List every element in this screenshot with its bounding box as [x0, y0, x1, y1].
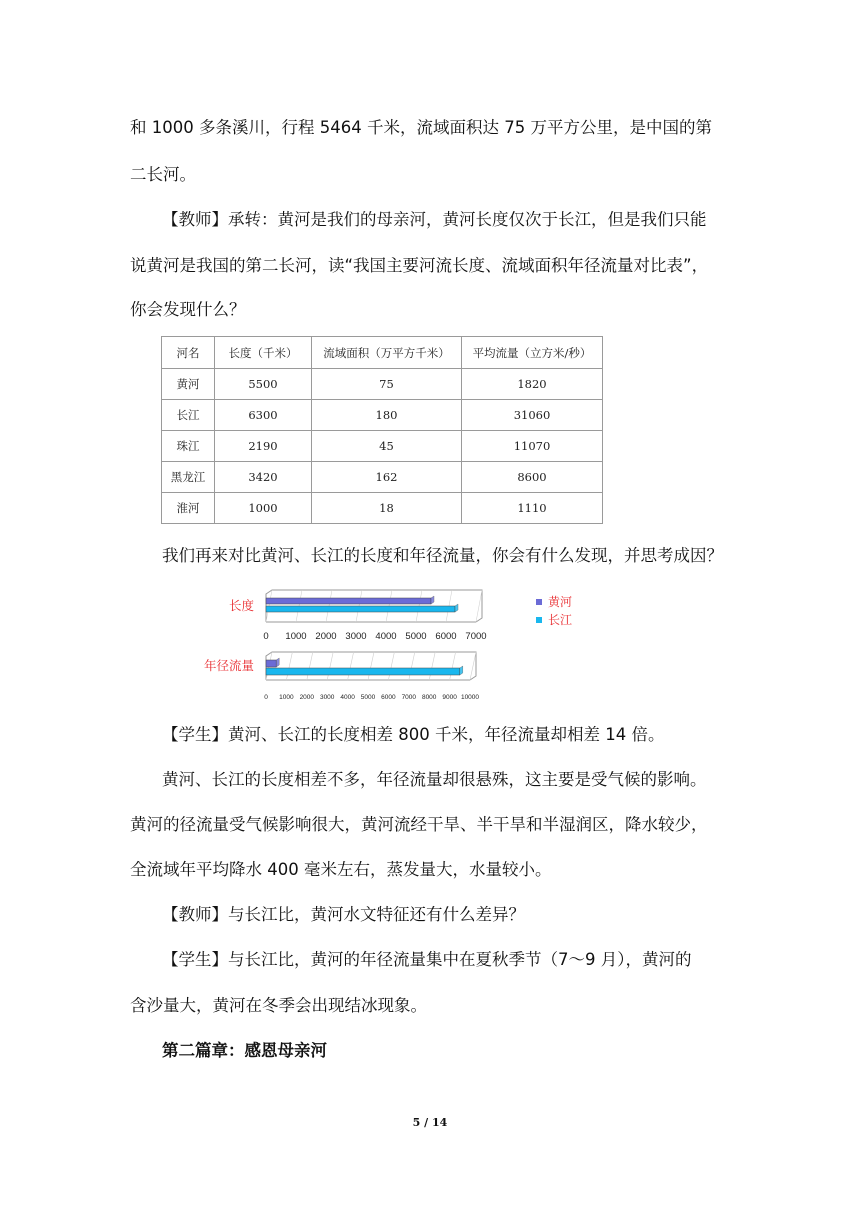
table-cell: 1110 [462, 493, 603, 524]
table-header-row [162, 337, 603, 369]
paragraph-12: 【学生】与长江比，黄河的年径流量集中在夏秋季节（7～9 月），黄河的 [162, 950, 692, 969]
x-tick-label: 5000 [360, 694, 376, 701]
grid-line [286, 652, 292, 680]
length-flow-bar-chart [190, 588, 610, 706]
table-cell: 1000 [215, 493, 312, 524]
bar-end-cap [276, 658, 279, 667]
table-cell: 黄河 [162, 369, 215, 400]
table-row [162, 369, 603, 400]
table-cell: 6300 [215, 400, 312, 431]
grid-line [409, 652, 415, 680]
table-row [162, 493, 603, 524]
table-cell: 31060 [462, 400, 603, 431]
table-row [162, 462, 603, 493]
grid-line [429, 652, 435, 680]
x-tick-label: 4000 [375, 631, 397, 642]
x-tick-label: 3000 [345, 631, 367, 642]
x-tick-label: 0 [264, 694, 268, 701]
page-number: 5 / 14 [412, 1116, 448, 1129]
grid-line [388, 652, 394, 680]
table-header: 平均流量（立方米/秒） [462, 337, 603, 369]
bar-huanghe [266, 660, 276, 667]
x-tick-label: 0 [263, 631, 269, 642]
x-tick-label: 1000 [285, 631, 307, 642]
x-tick-label: 5000 [405, 631, 427, 642]
table-cell: 3420 [215, 462, 312, 493]
grid-line [348, 652, 354, 680]
table-cell: 75 [312, 369, 462, 400]
bar-end-cap [431, 596, 434, 604]
bar-huanghe [266, 598, 431, 604]
grid-line [307, 652, 313, 680]
paragraph-1: 和 1000 多条溪川，行程 5464 千米，流域面积达 75 万平方公里，是中国的第 [130, 118, 712, 137]
legend-swatch [536, 599, 542, 605]
bar-changjiang [266, 668, 460, 675]
table-cell: 5500 [215, 369, 312, 400]
bar-end-cap [455, 604, 458, 612]
table-cell: 45 [312, 431, 462, 462]
table-cell: 18 [312, 493, 462, 524]
x-tick-label: 10000 [460, 694, 480, 701]
paragraph-6: 我们再来对比黄河、长江的长度和年径流量，你会有什么发现，并思考成因？ [162, 546, 723, 565]
legend-swatch [536, 617, 542, 623]
table-row [162, 431, 603, 462]
table-cell: 黑龙江 [162, 462, 215, 493]
x-tick-label: 7000 [465, 631, 487, 642]
table-cell: 珠江 [162, 431, 215, 462]
bar-changjiang [266, 606, 455, 612]
river-comparison-table [161, 336, 603, 524]
table-cell: 162 [312, 462, 462, 493]
paragraph-5: 你会发现什么？ [130, 300, 246, 319]
table-cell: 180 [312, 400, 462, 431]
table-header: 河名 [162, 337, 215, 369]
paragraph-13: 含沙量大，黄河在冬季会出现结冰现象。 [130, 996, 427, 1015]
grid-line [327, 652, 333, 680]
x-tick-label: 3000 [319, 694, 335, 701]
legend-label: 黄河 [548, 595, 573, 609]
paragraph-10: 全流域年平均降水 400 毫米左右，蒸发量大，水量较小。 [130, 860, 552, 879]
table-cell: 淮河 [162, 493, 215, 524]
grid-line [450, 652, 456, 680]
x-tick-label: 8000 [421, 694, 437, 701]
x-tick-label: 4000 [340, 694, 355, 701]
x-tick-label: 6000 [435, 631, 457, 642]
x-tick-label: 6000 [381, 694, 396, 701]
table-cell: 1820 [462, 369, 603, 400]
grid-line [470, 652, 476, 680]
section-heading: 第二篇章：感恩母亲河 [162, 1041, 327, 1060]
legend-label: 长江 [548, 613, 573, 627]
paragraph-3: 【教师】承转：黄河是我们的母亲河，黄河长度仅次于长江，但是我们只能 [162, 210, 707, 229]
category-label: 年径流量 [203, 658, 254, 673]
paragraph-7: 【学生】黄河、长江的长度相差 800 千米，年径流量却相差 14 倍。 [162, 725, 665, 744]
paragraph-4: 说黄河是我国的第二长河，读“我国主要河流长度、流域面积年径流量对比表”， [130, 256, 709, 275]
x-tick-label: 2000 [299, 694, 315, 701]
table-cell: 11070 [462, 431, 603, 462]
paragraph-9: 黄河的径流量受气候影响很大，黄河流经干旱、半干旱和半湿润区，降水较少， [130, 815, 708, 834]
bar-end-cap [460, 666, 463, 675]
table-cell: 8600 [462, 462, 603, 493]
grid-line [476, 590, 482, 622]
x-tick-label: 1000 [279, 694, 294, 701]
table-row [162, 400, 603, 431]
x-tick-label: 9000 [442, 694, 457, 701]
grid-line [368, 652, 374, 680]
x-tick-label: 7000 [401, 694, 417, 701]
table-header: 长度（千米） [215, 337, 312, 369]
table-header: 流域面积（万平方千米） [312, 337, 462, 369]
paragraph-11: 【教师】与长江比，黄河水文特征还有什么差异？ [162, 905, 525, 924]
paragraph-8: 黄河、长江的长度相差不多，年径流量却很悬殊，这主要是受气候的影响。 [162, 770, 707, 789]
category-label: 长度 [228, 598, 254, 613]
table-cell: 长江 [162, 400, 215, 431]
x-tick-label: 2000 [315, 631, 337, 642]
paragraph-2: 二长河。 [130, 165, 196, 184]
table-cell: 2190 [215, 431, 312, 462]
